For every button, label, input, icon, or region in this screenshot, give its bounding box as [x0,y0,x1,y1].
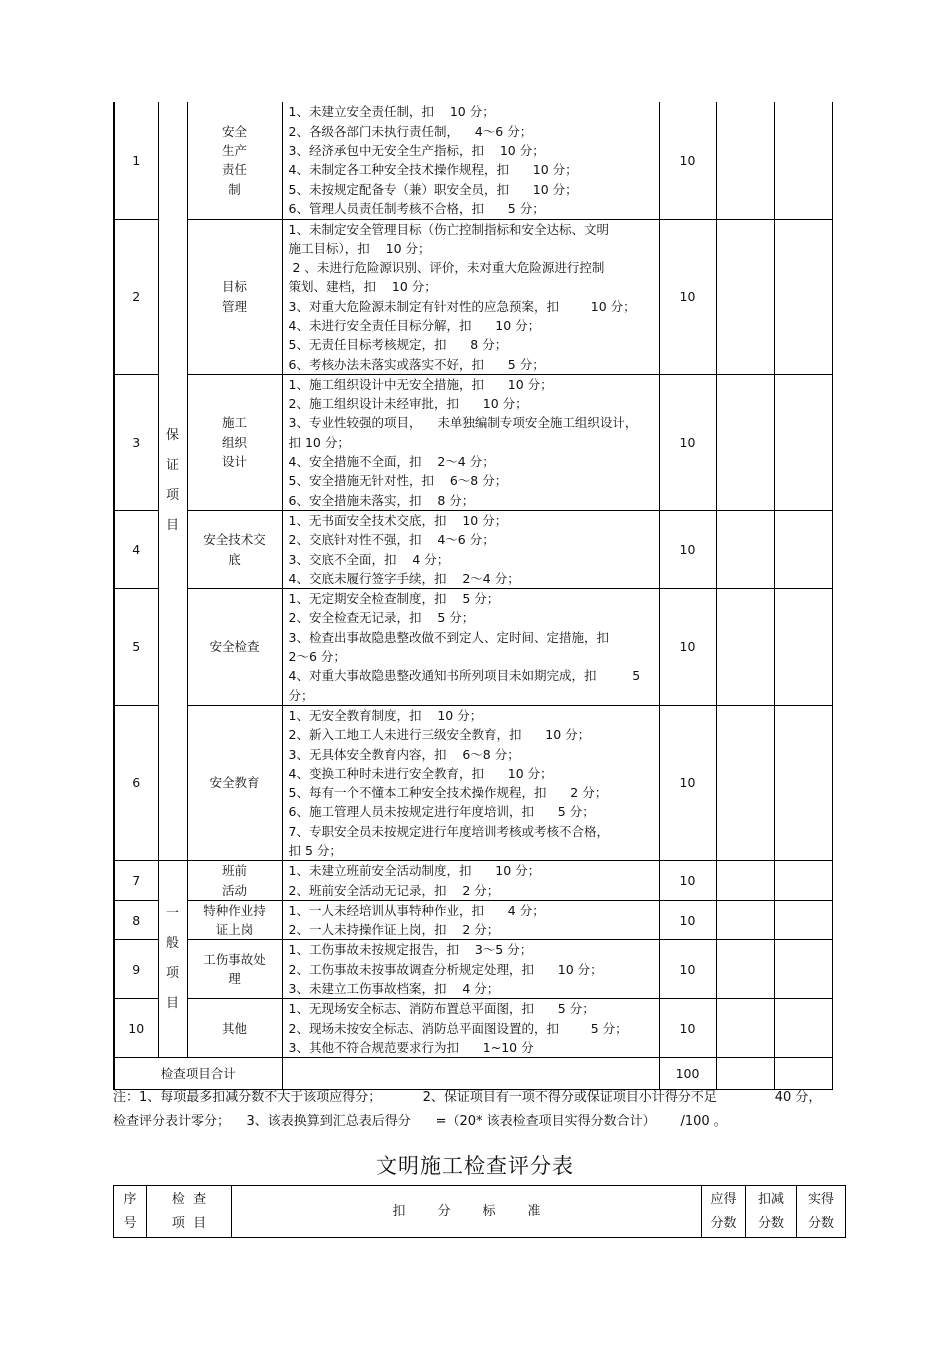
total-score: 100 [659,1058,716,1090]
category-general [158,861,187,1058]
header-item-line: 项 目 [171,1215,207,1231]
row-number: 8 [114,900,158,940]
due-score: 10 [659,219,716,374]
header-due-line: 分数 [710,1215,737,1231]
criteria-line: 3、未建立工伤事故档案，扣 4 分； [288,981,500,997]
header-criteria-char: 准 [527,1203,541,1219]
deducted-score-cell[interactable] [716,219,774,374]
deducted-score-cell[interactable] [716,999,774,1058]
due-score: 10 [659,999,716,1058]
criteria-line: 4、未进行安全责任目标分解，扣 10 分； [288,317,541,333]
deducted-score-cell[interactable] [716,861,774,901]
criteria-line: 4、未制定各工种安全技术操作规程，扣 10 分； [288,162,578,178]
due-score: 10 [659,510,716,588]
criteria-line: 5、无责任目标考核规定，扣 8 分； [288,337,508,353]
criteria-line: 1、未制定安全管理目标（伤亡控制指标和安全达标、文明 [288,221,609,237]
header-criteria [232,1186,702,1238]
category-guarantee-char: 保 [165,428,179,444]
deducted-score-cell[interactable] [716,374,774,510]
due-score: 10 [659,900,716,940]
check-item-line: 责任 [221,162,247,178]
criteria-line: 1、未建立安全责任制，扣 10 分； [288,104,495,120]
criteria-line: 2、交底针对性不强，扣 4～6 分； [288,532,495,548]
check-item-line: 安全教育 [209,775,260,791]
table-row [114,374,832,510]
due-score: 10 [659,940,716,999]
deduction-criteria [282,940,659,999]
actual-score-cell[interactable] [774,589,832,706]
section-title: 文明施工检查评分表 [376,1154,574,1178]
header-actual-line: 实得 [807,1191,834,1207]
check-item [187,219,282,374]
header-criteria-char: 分 [437,1203,451,1219]
row-number: 9 [114,940,158,999]
category-guarantee-char: 证 [165,458,179,474]
actual-score-cell[interactable] [774,705,832,860]
check-item-line: 其他 [221,1020,247,1036]
check-item-line: 设计 [221,454,247,470]
actual-score-cell[interactable] [774,861,832,901]
header-no [114,1186,147,1238]
due-score: 10 [659,374,716,510]
deduction-criteria [282,102,659,219]
deduction-criteria [282,510,659,588]
actual-score-cell[interactable] [774,102,832,219]
header-item [147,1186,232,1238]
check-item-line: 证上岗 [215,922,254,938]
check-item-line: 安全 [221,123,247,139]
category-general-char: 目 [165,996,179,1012]
check-item-line: 特种作业持 [203,902,266,918]
criteria-line: 1、未建立班前安全活动制度，扣 10 分； [288,863,541,879]
deduction-criteria [282,861,659,901]
deducted-score-cell[interactable] [716,589,774,706]
row-number: 6 [114,705,158,860]
check-item-line: 安全技术交 [203,532,266,548]
check-item-line: 理 [228,971,241,987]
deducted-score-cell[interactable] [716,940,774,999]
check-item [187,861,282,901]
check-item [187,589,282,706]
header-deduct-line: 扣减 [757,1191,784,1207]
check-item [187,999,282,1058]
header-due [702,1186,746,1238]
check-item-line: 管理 [221,298,247,314]
total-deducted-cell[interactable] [716,1058,774,1090]
row-number: 5 [114,589,158,706]
criteria-line: 3、检查出事故隐患整改做不到定人、定时间、定措施，扣 [288,629,609,645]
deduction-criteria [282,589,659,706]
actual-score-cell[interactable] [774,940,832,999]
row-number: 3 [114,374,158,510]
criteria-line: 施工目标），扣 10 分； [288,240,431,256]
criteria-line: 3、交底不全面，扣 4 分； [288,551,450,567]
inspection-score-table [113,102,833,1090]
criteria-line: 分； [288,687,314,703]
deduction-criteria [282,705,659,860]
criteria-line: 2、一人未持操作证上岗，扣 2 分； [288,922,500,938]
table-row [114,510,832,588]
header-due-line: 应得 [710,1191,737,1207]
criteria-line: 2、施工组织设计未经审批，扣 10 分； [288,396,528,412]
category-guarantee-char: 项 [165,488,179,504]
table-row [114,999,832,1058]
actual-score-cell[interactable] [774,510,832,588]
due-score: 10 [659,861,716,901]
criteria-line: 2 、未进行危险源识别、评价，未对重大危险源进行控制 [288,260,605,276]
check-item-line: 制 [228,181,241,197]
table-row [114,589,832,706]
table-row [114,861,832,901]
header-actual [797,1186,846,1238]
category-general-char: 项 [165,966,179,982]
row-number: 7 [114,861,158,901]
criteria-line: 1、无安全教育制度，扣 10 分； [288,707,483,723]
row-number: 4 [114,510,158,588]
header-criteria-char: 标 [482,1203,496,1219]
due-score: 10 [659,589,716,706]
check-item-line: 班前 [221,863,247,879]
row-number: 2 [114,219,158,374]
category-general-char: 一 [165,906,179,922]
category-guarantee [158,102,187,861]
note-line-2: 检查评分表计零分； 3、该表换算到汇总表后得分 =（20* 该表检查项目实得分数合计） /100 。 [113,1114,727,1129]
total-criteria-cell [282,1058,659,1090]
category-guarantee-char: 目 [165,518,179,534]
criteria-line: 1、一人未经培训从事特种作业，扣 4 分； [288,902,545,918]
criteria-line: 4、变换工种时未进行安全教育，扣 10 分； [288,765,553,781]
deduction-criteria [282,219,659,374]
table-row [114,102,832,219]
criteria-line: 4、交底未履行签字手续，扣 2～4 分； [288,570,520,586]
deducted-score-cell[interactable] [716,900,774,940]
criteria-line: 扣 10 分； [288,434,350,450]
criteria-line: 1、无现场安全标志、消防布置总平面图，扣 5 分； [288,1001,595,1017]
actual-score-cell[interactable] [774,999,832,1058]
criteria-line: 3、无具体安全教育内容，扣 6～8 分； [288,746,520,762]
check-item-line: 组织 [221,434,247,450]
criteria-line: 4、对重大事故隐患整改通知书所列项目未如期完成，扣 5 [288,668,641,684]
deduction-criteria [282,900,659,940]
criteria-line: 5、安全措施无针对性，扣 6～8 分； [288,473,508,489]
criteria-line: 6、施工管理人员未按规定进行年度培训，扣 5 分； [288,804,595,820]
criteria-line: 5、每有一个不懂本工种安全技术操作规程，扣 2 分； [288,785,608,801]
criteria-line: 2～6 分； [288,649,346,665]
check-item [187,374,282,510]
criteria-line: 7、专职安全员未按规定进行年度培训考核或考核不合格， [288,823,609,839]
header-item-line: 检 查 [171,1191,207,1207]
header-no-line: 号 [123,1215,137,1231]
deducted-score-cell[interactable] [716,705,774,860]
deduction-criteria [282,374,659,510]
criteria-line: 1、无定期安全检查制度，扣 5 分； [288,591,500,607]
check-item [187,510,282,588]
criteria-line: 6、管理人员责任制考核不合格，扣 5 分； [288,200,545,216]
criteria-line: 3、其他不符合规范要求行为扣 1~10 分 [288,1039,534,1055]
criteria-line: 5、未按规定配备专（兼）职安全员，扣 10 分； [288,181,578,197]
check-item-line: 施工 [221,415,247,431]
criteria-line: 策划、建档，扣 10 分； [288,279,437,295]
criteria-line: 2、各级各部门未执行责任制， 4～6 分； [288,123,533,139]
header-deduct [746,1186,797,1238]
criteria-line: 2、工伤事故未按事故调查分析规定处理，扣 10 分； [288,961,603,977]
criteria-line: 2、班前安全活动无记录，扣 2 分； [288,882,500,898]
row-number: 10 [114,999,158,1058]
actual-score-cell[interactable] [774,219,832,374]
criteria-line: 4、安全措施不全面，扣 2～4 分； [288,454,495,470]
check-item-line: 活动 [221,882,247,898]
table-row [114,705,832,860]
criteria-line: 6、安全措施未落实，扣 8 分； [288,492,475,508]
criteria-line: 1、施工组织设计中无安全措施，扣 10 分； [288,376,553,392]
deduction-criteria [282,999,659,1058]
criteria-line: 3、经济承包中无安全生产指标，扣 10 分； [288,142,545,158]
check-item [187,940,282,999]
criteria-line: 6、考核办法未落实或落实不好，扣 5 分； [288,356,545,372]
header-row [114,1186,846,1238]
total-label: 检查项目合计 [114,1058,282,1090]
criteria-line: 1、无书面安全技术交底，扣 10 分； [288,512,508,528]
due-score: 10 [659,102,716,219]
actual-score-cell[interactable] [774,374,832,510]
check-item-line: 目标 [221,279,247,295]
note-line-1: 注：1、每项最多扣减分数不大于该项应得分； 2、保证项目有一项不得分或保证项目小计得分不足 40 分， [113,1090,822,1105]
total-actual-cell[interactable] [774,1058,832,1090]
check-item [187,900,282,940]
criteria-line: 3、专业性较强的项目， 未单独编制专项安全施工组织设计， [288,415,638,431]
total-row [114,1058,832,1090]
header-deduct-line: 分数 [757,1215,784,1231]
criteria-line: 2、安全检查无记录，扣 5 分； [288,610,475,626]
row-number: 1 [114,102,158,219]
table-row [114,219,832,374]
header-no-line: 序 [123,1191,137,1207]
deducted-score-cell[interactable] [716,102,774,219]
check-item [187,705,282,860]
check-item [187,102,282,219]
table-row [114,940,832,999]
civilized-construction-table [113,1185,846,1238]
check-item-line: 生产 [221,142,247,158]
header-actual-line: 分数 [807,1215,834,1231]
header-criteria-char: 扣 [392,1203,406,1219]
category-general-char: 般 [165,936,179,952]
criteria-line: 3、对重大危险源未制定有针对性的应急预案，扣 10 分； [288,298,636,314]
actual-score-cell[interactable] [774,900,832,940]
criteria-line: 扣 5 分； [288,843,342,858]
due-score: 10 [659,705,716,860]
check-item-line: 底 [228,551,241,567]
check-item-line: 安全检查 [209,639,260,655]
criteria-line: 1、工伤事故未按规定报告，扣 3～5 分； [288,942,533,958]
criteria-line: 2、现场未按安全标志、消防总平面图设置的，扣 5 分； [288,1020,628,1036]
table-note [113,1086,833,1134]
table-row [114,900,832,940]
check-item-line: 工伤事故处 [203,952,266,968]
deducted-score-cell[interactable] [716,510,774,588]
criteria-line: 2、新入工地工人未进行三级安全教育，扣 10 分； [288,727,591,743]
